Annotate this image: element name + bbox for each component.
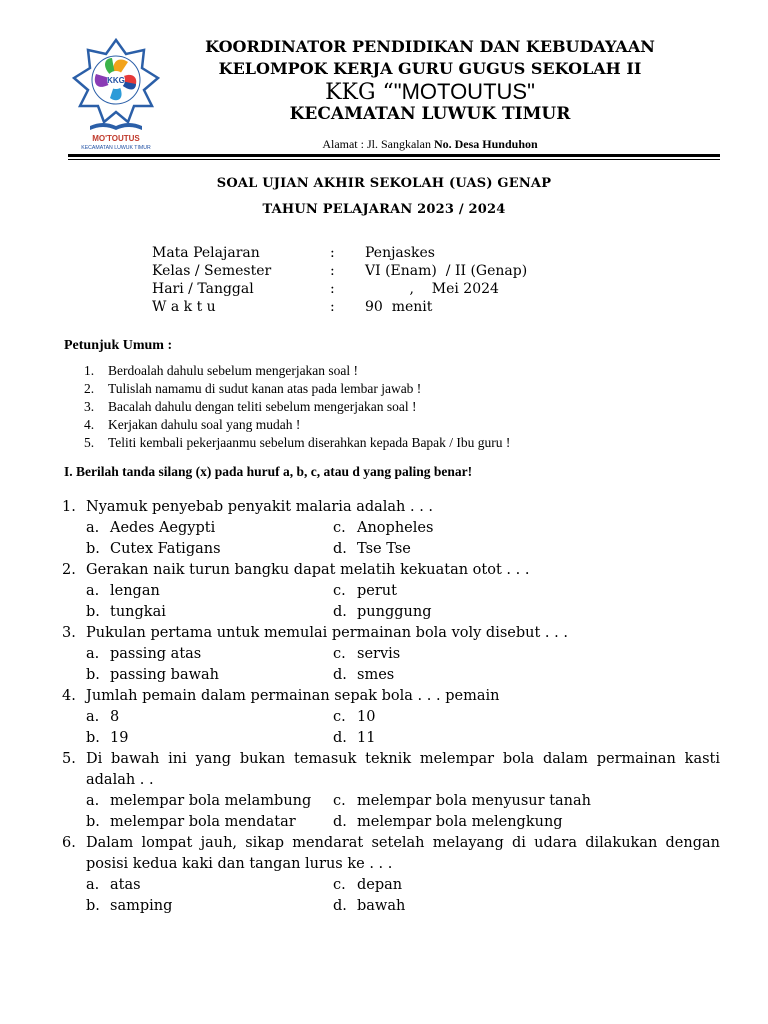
info-value: Penjaskes bbox=[365, 245, 435, 261]
address-bold: No. Desa Hunduhon bbox=[433, 137, 538, 151]
header-line-4: KECAMATAN LUWUK TIMUR bbox=[289, 104, 571, 124]
option-letter: c. bbox=[333, 709, 346, 725]
option-letter: d. bbox=[333, 604, 347, 620]
option-text: bawah bbox=[357, 898, 406, 914]
question-number: 2. bbox=[62, 562, 76, 578]
option-text: depan bbox=[357, 877, 403, 893]
info-row bbox=[152, 245, 612, 263]
question-number: 6. bbox=[62, 835, 76, 851]
option-text: 19 bbox=[110, 730, 129, 746]
option-letter: c. bbox=[333, 583, 346, 599]
option-c bbox=[333, 877, 402, 893]
option-text: perut bbox=[357, 583, 397, 599]
option-d bbox=[333, 730, 375, 746]
option-letter: d. bbox=[333, 898, 347, 914]
option-letter: b. bbox=[86, 604, 100, 620]
option-letter: d. bbox=[333, 541, 347, 557]
option-b bbox=[86, 730, 128, 746]
option-b bbox=[86, 541, 221, 557]
info-key: W a k t u bbox=[152, 299, 216, 315]
option-letter: a. bbox=[86, 793, 100, 809]
option-d bbox=[333, 667, 394, 683]
section-heading: I. Berilah tanda silang (x) pada huruf a, b, c, atau d yang paling benar! bbox=[64, 464, 473, 479]
option-letter: c. bbox=[333, 793, 346, 809]
option-d bbox=[333, 604, 431, 620]
question-text: Di bawah ini yang bukan temasuk teknik melempar bola dalam permainan kasti bbox=[86, 751, 720, 767]
option-letter: b. bbox=[86, 541, 100, 557]
logo-book bbox=[90, 123, 142, 130]
option-text: melempar bola melambung bbox=[110, 793, 312, 809]
header-address bbox=[150, 137, 710, 152]
instruction-number: 3. bbox=[84, 399, 95, 414]
option-b bbox=[86, 604, 166, 620]
option-text: tungkai bbox=[110, 604, 166, 620]
header-line-2: KELOMPOK KERJA GURU GUGUS SEKOLAH II bbox=[218, 59, 642, 78]
instruction-text: Bacalah dahulu dengan teliti sebelum mengerjakan soal ! bbox=[108, 399, 417, 414]
question bbox=[62, 499, 720, 520]
header-group-name: "MOTOUTUS" bbox=[393, 79, 535, 104]
option-c bbox=[333, 646, 400, 662]
option-letter: d. bbox=[333, 814, 347, 830]
option-text: Tse Tse bbox=[357, 541, 411, 557]
option-d bbox=[333, 541, 411, 557]
question-number: 1. bbox=[62, 499, 76, 515]
question-text: Dalam lompat jauh, sikap mendarat setelah melayang di udara dilakukan dengan bbox=[86, 835, 720, 851]
option-letter: c. bbox=[333, 520, 346, 536]
option-text: 8 bbox=[110, 709, 120, 725]
question-text: posisi kedua kaki dan tangan lurus ke . . . bbox=[86, 856, 393, 872]
option-letter: a. bbox=[86, 520, 100, 536]
option-text: samping bbox=[110, 898, 173, 914]
option-b bbox=[86, 667, 219, 683]
instruction-text: Tulislah namamu di sudut kanan atas pada lembar jawab ! bbox=[108, 381, 422, 396]
info-colon: : bbox=[330, 245, 335, 261]
option-c bbox=[333, 583, 397, 599]
option-text: punggung bbox=[357, 604, 432, 620]
exam-title: SOAL UJIAN AKHIR SEKOLAH (UAS) GENAP bbox=[216, 176, 552, 191]
option-text: melempar bola melengkung bbox=[357, 814, 563, 830]
option-c bbox=[333, 793, 591, 809]
question bbox=[62, 625, 720, 646]
instruction-number: 2. bbox=[84, 381, 95, 396]
instruction-text: Teliti kembali pekerjaanmu sebelum diserahkan kepada Bapak / Ibu guru ! bbox=[108, 435, 511, 450]
option-letter: b. bbox=[86, 730, 100, 746]
option-text: 11 bbox=[357, 730, 376, 746]
info-key: Hari / Tanggal bbox=[152, 281, 254, 297]
option-text: Aedes Aegypti bbox=[110, 520, 216, 536]
option-letter: d. bbox=[333, 730, 347, 746]
option-letter: a. bbox=[86, 646, 100, 662]
question-number: 5. bbox=[62, 751, 76, 767]
option-c bbox=[333, 709, 375, 725]
instruction-text: Berdoalah dahulu sebelum mengerjakan soal ! bbox=[108, 363, 359, 378]
option-letter: a. bbox=[86, 877, 100, 893]
question bbox=[62, 562, 720, 583]
question-number: 4. bbox=[62, 688, 76, 704]
option-text: melempar bola mendatar bbox=[110, 814, 296, 830]
option-letter: a. bbox=[86, 709, 100, 725]
option-letter: a. bbox=[86, 583, 100, 599]
option-text: servis bbox=[357, 646, 401, 662]
option-text: atas bbox=[110, 877, 141, 893]
option-letter: c. bbox=[333, 646, 346, 662]
question bbox=[62, 688, 720, 709]
option-a bbox=[86, 877, 141, 893]
option-text: melempar bola menyusur tanah bbox=[357, 793, 591, 809]
info-key: Mata Pelajaran bbox=[152, 245, 260, 261]
header-rule-thin bbox=[68, 159, 720, 160]
instruction-number: 5. bbox=[84, 435, 95, 450]
option-text: lengan bbox=[110, 583, 160, 599]
logo-name-text: MO'TOUTUS bbox=[92, 134, 140, 143]
option-a bbox=[86, 646, 201, 662]
info-value: 90 menit bbox=[365, 299, 433, 315]
option-b bbox=[86, 898, 172, 914]
option-text: passing bawah bbox=[110, 667, 219, 683]
info-row bbox=[152, 281, 612, 299]
exam-year: TAHUN PELAJARAN 2023 / 2024 bbox=[262, 202, 506, 217]
info-row bbox=[152, 263, 612, 281]
address-prefix: Alamat : Jl. Sangkalan bbox=[322, 137, 434, 151]
question-text: Pukulan pertama untuk memulai permainan bola voly disebut . . . bbox=[86, 625, 568, 641]
option-letter: b. bbox=[86, 814, 100, 830]
question-text: Gerakan naik turun bangku dapat melatih kekuatan otot . . . bbox=[86, 562, 530, 578]
option-a bbox=[86, 793, 311, 809]
instruction-number: 1. bbox=[84, 363, 95, 378]
option-a bbox=[86, 709, 119, 725]
info-colon: : bbox=[330, 281, 335, 297]
question bbox=[62, 835, 720, 877]
info-value: , Mei 2024 bbox=[365, 281, 499, 297]
info-key: Kelas / Semester bbox=[152, 263, 272, 279]
option-letter: b. bbox=[86, 667, 100, 683]
info-value: VI (Enam) / II (Genap) bbox=[365, 263, 528, 279]
info-colon: : bbox=[330, 263, 335, 279]
option-letter: b. bbox=[86, 898, 100, 914]
question-number: 3. bbox=[62, 625, 76, 641]
logo-kkg-text: KKG bbox=[107, 76, 125, 85]
info-row bbox=[152, 299, 612, 317]
option-text: 10 bbox=[357, 709, 376, 725]
instructions-title: Petunjuk Umum : bbox=[64, 338, 173, 353]
logo-sub-text: KECAMATAN LUWUK TIMUR bbox=[81, 145, 151, 151]
option-text: passing atas bbox=[110, 646, 202, 662]
option-text: Anopheles bbox=[357, 520, 434, 536]
question-text: Jumlah pemain dalam permainan sepak bola . . . pemain bbox=[86, 688, 500, 704]
header-rule-thick bbox=[68, 154, 720, 157]
info-colon: : bbox=[330, 299, 335, 315]
option-d bbox=[333, 814, 563, 830]
option-letter: c. bbox=[333, 877, 346, 893]
header-line-1: KOORDINATOR PENDIDIKAN DAN KEBUDAYAAN bbox=[205, 37, 655, 56]
instruction-number: 4. bbox=[84, 417, 95, 432]
question bbox=[62, 751, 720, 793]
option-d bbox=[333, 898, 405, 914]
instruction-text: Kerjakan dahulu soal yang mudah ! bbox=[108, 417, 301, 432]
option-a bbox=[86, 583, 160, 599]
question-text: Nyamuk penyebab penyakit malaria adalah . . . bbox=[86, 499, 434, 515]
header-line-3 bbox=[150, 79, 710, 105]
option-c bbox=[333, 520, 433, 536]
question-text: adalah . . bbox=[86, 772, 154, 788]
option-b bbox=[86, 814, 296, 830]
option-a bbox=[86, 520, 215, 536]
option-text: Cutex Fatigans bbox=[110, 541, 221, 557]
option-letter: d. bbox=[333, 667, 347, 683]
option-text: smes bbox=[357, 667, 395, 683]
header-kkg-prefix: KKG “ bbox=[325, 80, 394, 105]
